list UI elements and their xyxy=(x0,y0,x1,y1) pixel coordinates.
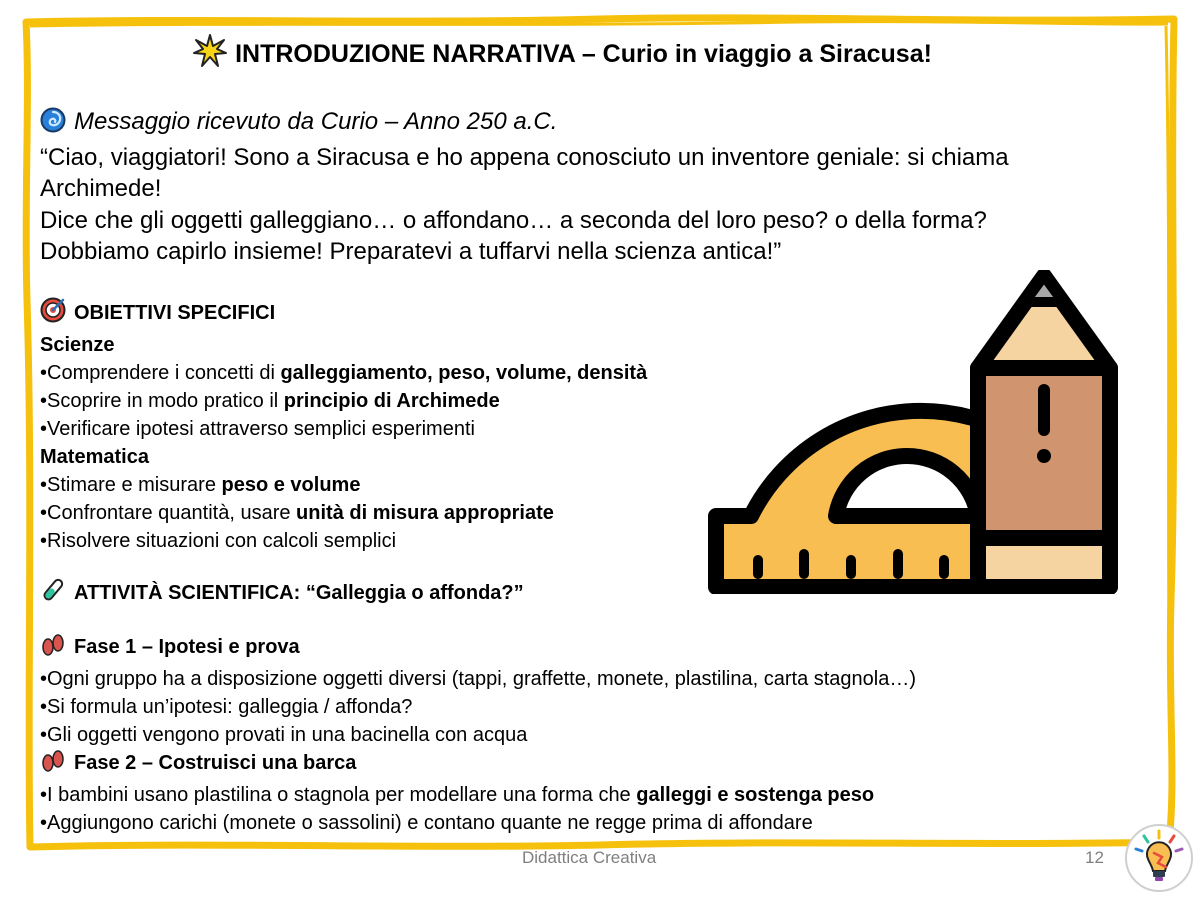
page-title xyxy=(0,34,1125,75)
phase1-item-2: •Si formula un’ipotesi: galleggia / affonda? xyxy=(40,696,413,718)
narrative-heading: Messaggio ricevuto da Curio – Anno 250 a.C. xyxy=(74,108,558,135)
phase2-title: Fase 2 – Costruisci una barca xyxy=(74,752,357,774)
phase1-item-3: •Gli oggetti vengono provati in una bacinella con acqua xyxy=(40,724,528,746)
item-bold: peso e volume xyxy=(221,474,361,496)
item-bold: galleggi e sostenga peso xyxy=(636,784,875,806)
phase1-title: Fase 1 – Ipotesi e prova xyxy=(74,636,300,658)
narrative-line: Dobbiamo capirlo insieme! Preparatevi a tuffarvi nella scienza antica!” xyxy=(40,238,782,265)
phase1-item-1: •Ogni gruppo ha a disposizione oggetti diversi (tappi, graffette, monete, plastilina, carta stagnola…) xyxy=(40,668,917,690)
item-bold: principio di Archimede xyxy=(283,390,500,412)
phases-section xyxy=(40,633,1140,837)
swirl-portal-icon xyxy=(40,107,66,142)
activity-heading: ATTIVITÀ SCIENTIFICA: “Galleggia o affonda?” xyxy=(74,582,524,604)
objectives-heading: OBIETTIVI SPECIFICI xyxy=(74,302,276,324)
item-bold: unità di misura appropriate xyxy=(296,502,554,524)
footprints-icon xyxy=(40,749,66,781)
narrative-line: “Ciao, viaggiatori! Sono a Siracusa e ho appena conosciuto un inventore geniale: si chiama xyxy=(40,143,1009,171)
sparkle-star-icon xyxy=(193,34,227,75)
phase2-title-line xyxy=(40,749,1140,781)
title-text: INTRODUZIONE NARRATIVA – Curio in viaggio a Siracusa! xyxy=(235,40,932,68)
phase1-title-line xyxy=(40,633,1140,665)
footer-text: Didattica Creativa xyxy=(522,848,657,867)
test-tube-icon xyxy=(40,577,66,611)
item-text: •Stimare e misurare xyxy=(40,474,222,496)
protractor-pencil-icon xyxy=(706,270,1118,594)
item-text: •Confrontare quantità, usare xyxy=(40,502,297,524)
item-text: •Comprendere i concetti di xyxy=(40,362,281,384)
item-bold: galleggiamento, peso, volume, densità xyxy=(280,362,648,384)
math-title: Matematica xyxy=(40,446,149,468)
phase2-item-1 xyxy=(40,781,1140,809)
target-icon xyxy=(40,297,66,331)
narrative-line: Archimede! xyxy=(40,175,162,202)
narrative-heading-line xyxy=(40,106,1130,142)
page-number: 12 xyxy=(1085,848,1104,867)
phase2-item-2: •Aggiungono carichi (monete o sassolini) e contano quante ne regge prima di affondare xyxy=(40,812,813,834)
science-title: Scienze xyxy=(40,334,115,356)
item-text: •Scoprire in modo pratico il xyxy=(40,390,284,412)
narrative-block xyxy=(40,106,1130,268)
item-text: •Risolvere situazioni con calcoli semplici xyxy=(40,530,397,552)
item-text: •I bambini usano plastilina o stagnola per modellare una forma che xyxy=(40,784,637,806)
lightbulb-logo-icon xyxy=(1124,823,1194,893)
narrative-line: Dice che gli oggetti galleggiano… o affondano… a seconda del loro peso? o della forma? xyxy=(40,206,987,234)
footprints-icon xyxy=(40,633,66,665)
item-text: •Verificare ipotesi attraverso semplici esperimenti xyxy=(40,418,475,440)
